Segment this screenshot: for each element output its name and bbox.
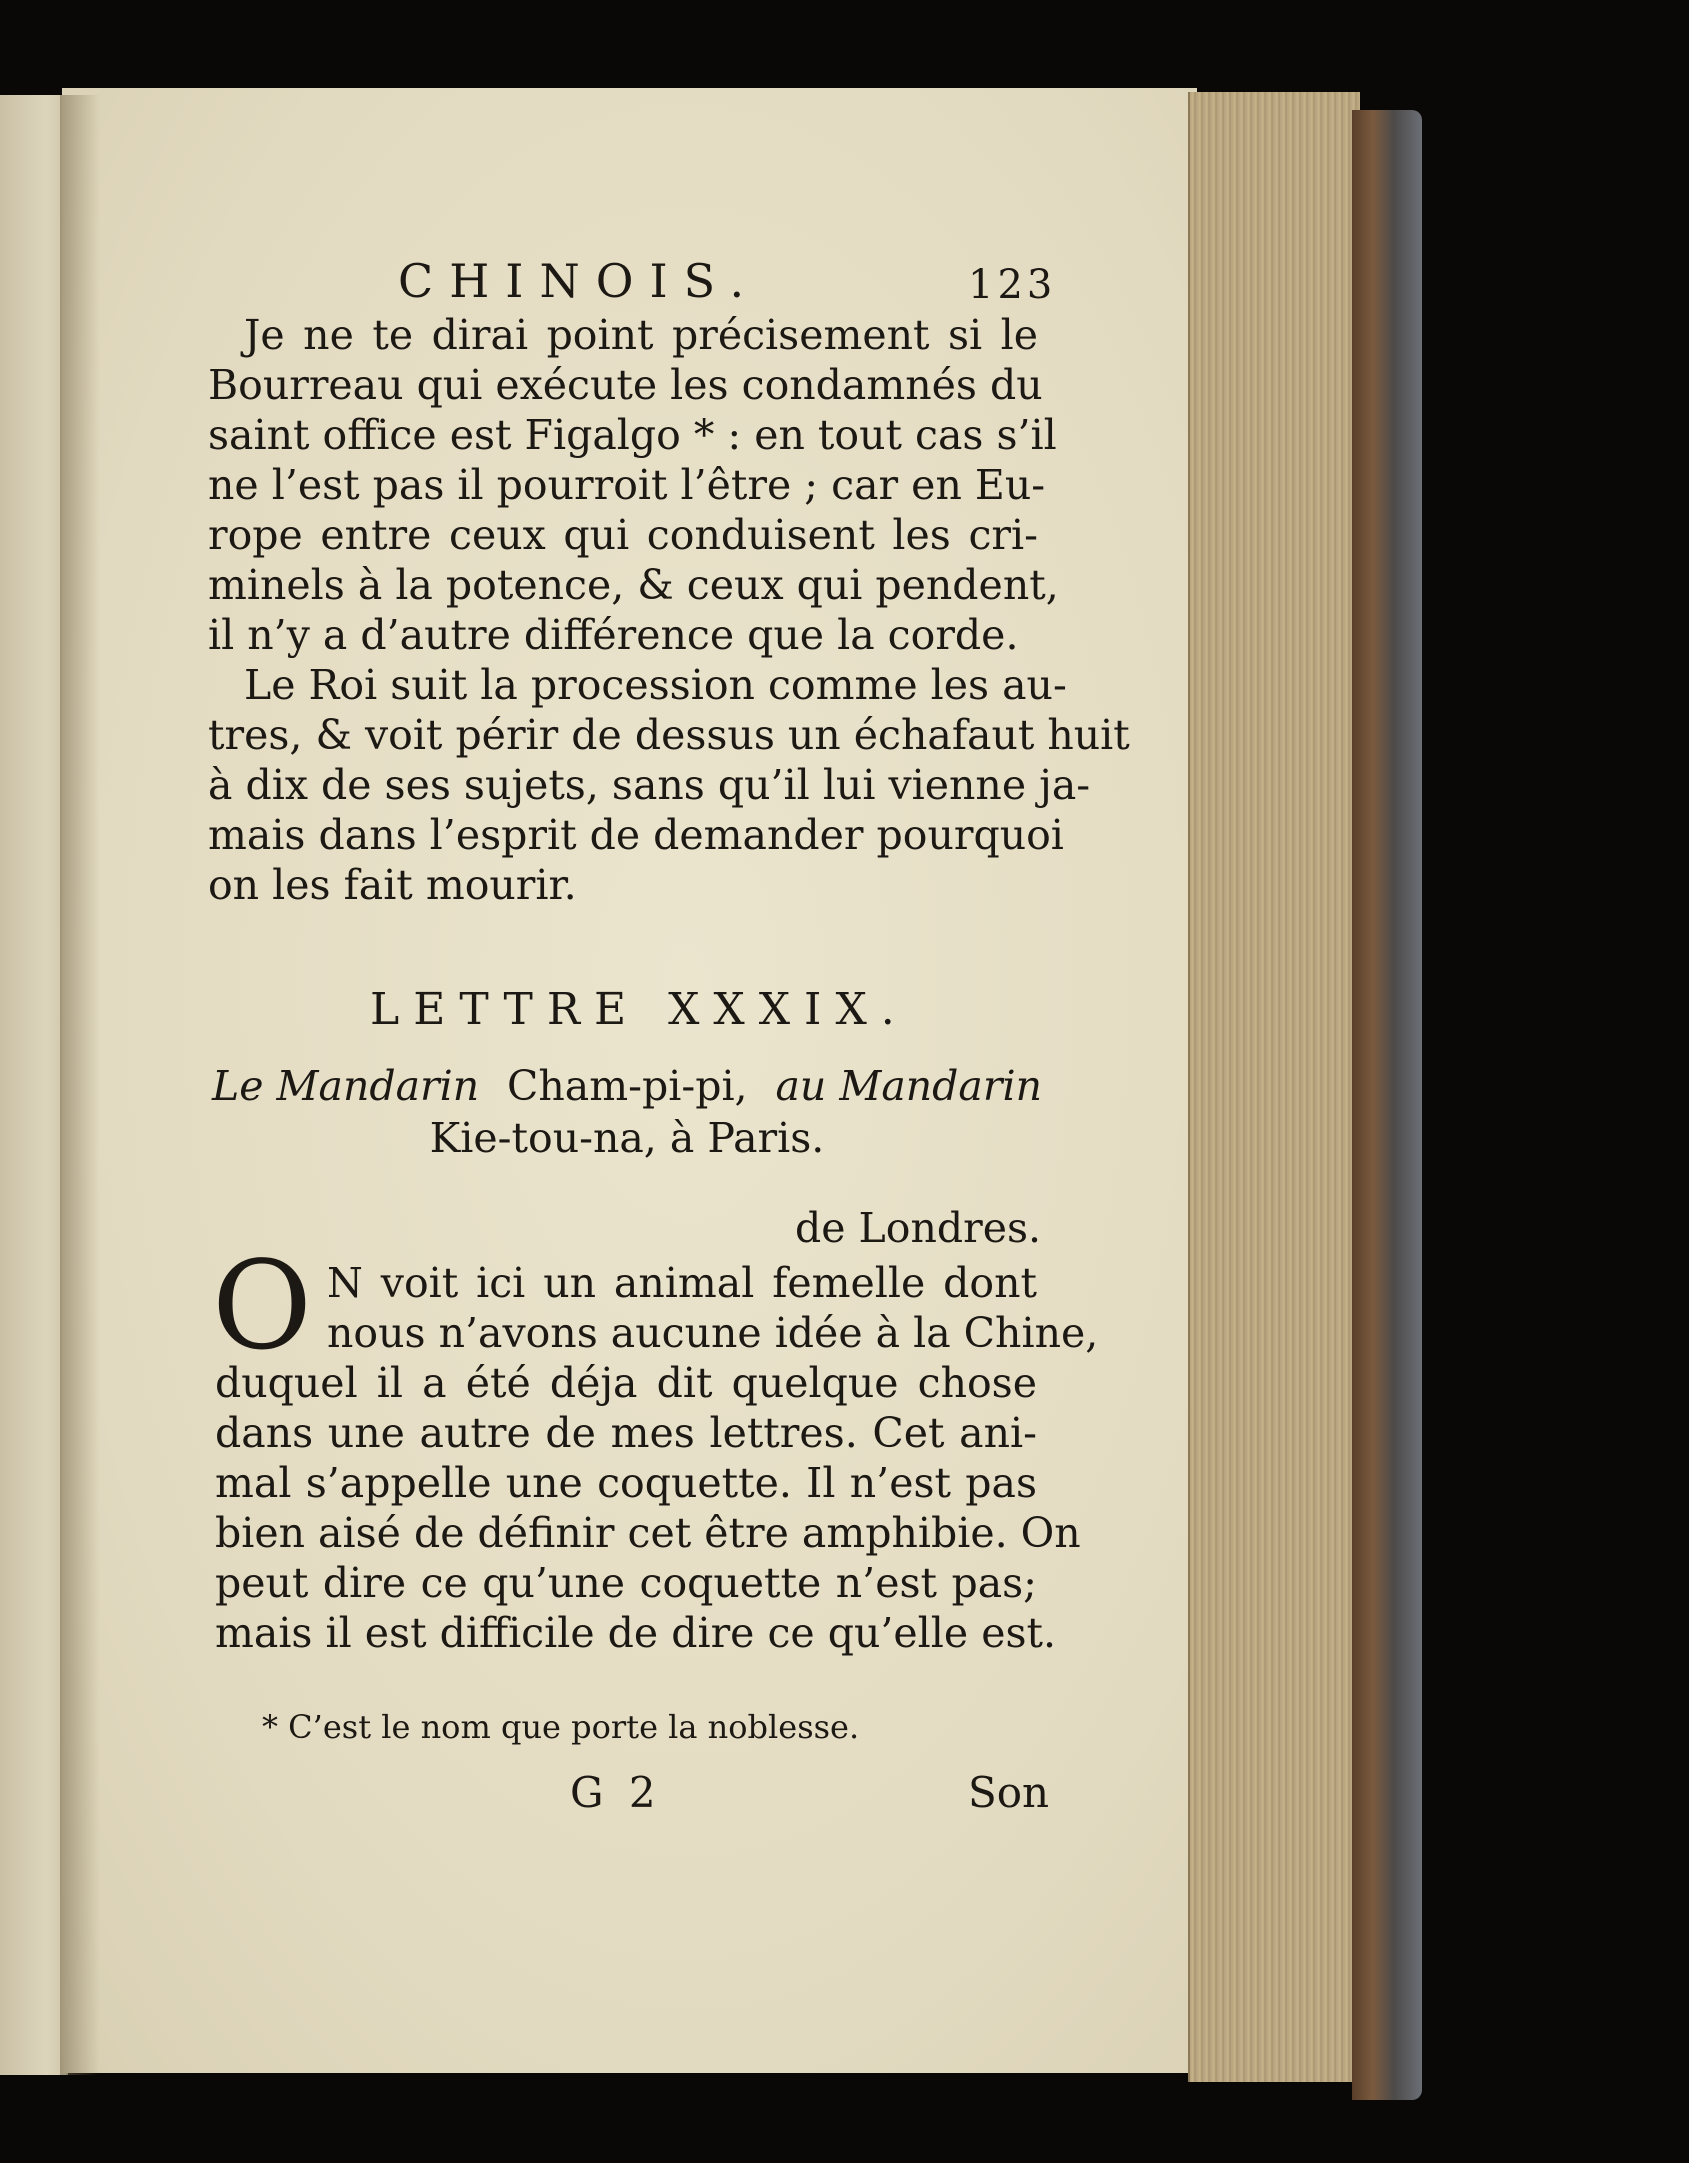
letter-address [212, 1060, 1042, 1164]
letter-heading: LETTRE XXXIX. [370, 984, 909, 1035]
book-cover-edge [1352, 110, 1422, 2100]
text-line: minels à la potence, & ceux qui pendent, [208, 561, 1059, 609]
text-line: Bourreau qui exécute les condamnés du [208, 361, 1043, 409]
text-line: N voit ici un animal femelle dont [327, 1259, 1037, 1307]
address-title-2: au Mandarin [775, 1062, 1042, 1110]
page-number: 123 [968, 262, 1057, 308]
page-block-edge [1188, 92, 1360, 2082]
text-line: duquel il a été déja dit quelque chose [215, 1359, 1037, 1407]
address-line-1 [212, 1060, 1042, 1112]
sender-name: Cham-pi-pi, [507, 1062, 748, 1110]
letter-body [215, 1258, 1099, 1658]
text-line: rope entre ceux qui conduisent les cri- [208, 511, 1038, 559]
text-line: nous n’avons aucune idée à la Chine, [327, 1309, 1099, 1357]
text-line: on les fait mourir. [208, 861, 577, 909]
signature-mark: G 2 [570, 1768, 662, 1817]
text-line: mal s’appelle une coquette. Il n’est pas [215, 1459, 1037, 1507]
address-title-1: Le Mandarin [212, 1062, 480, 1110]
footnote: * C’est le nom que porte la noblesse. [262, 1708, 860, 1746]
text-line: peut dire ce qu’une coquette n’est pas; [215, 1559, 1037, 1607]
text-line: bien aisé de définir cet être amphibie. On [215, 1509, 1081, 1557]
gutter-shadow [60, 95, 100, 2075]
text-line: Je ne te dirai point précisement si le [244, 311, 1038, 359]
paragraph-1 [208, 310, 1130, 910]
facing-page-edge [0, 95, 68, 2075]
dateline: de Londres. [795, 1204, 1042, 1252]
running-head: CHINOIS. [398, 254, 761, 308]
text-line: ne l’est pas il pourroit l’être ; car en Eu- [208, 461, 1046, 509]
text-line: mais dans l’esprit de demander pourquoi [208, 811, 1064, 859]
text-line: mais il est difficile de dire ce qu’elle est. [215, 1609, 1057, 1657]
address-line-2: Kie-tou-na, à Paris. [429, 1114, 825, 1162]
text-line: dans une autre de mes lettres. Cet ani- [215, 1409, 1037, 1457]
text-line: il n’y a d’autre différence que la corde. [208, 611, 1019, 659]
text-line: tres, & voit périr de dessus un échafaut huit [208, 711, 1130, 759]
catchword: Son [968, 1768, 1050, 1817]
text-line: saint office est Figalgo * : en tout cas s’il [208, 411, 1057, 459]
text-line: Le Roi suit la procession comme les au- [244, 661, 1067, 709]
drop-cap: O [212, 1235, 313, 1377]
text-line: à dix de ses sujets, sans qu’il lui vienne ja- [208, 761, 1091, 809]
